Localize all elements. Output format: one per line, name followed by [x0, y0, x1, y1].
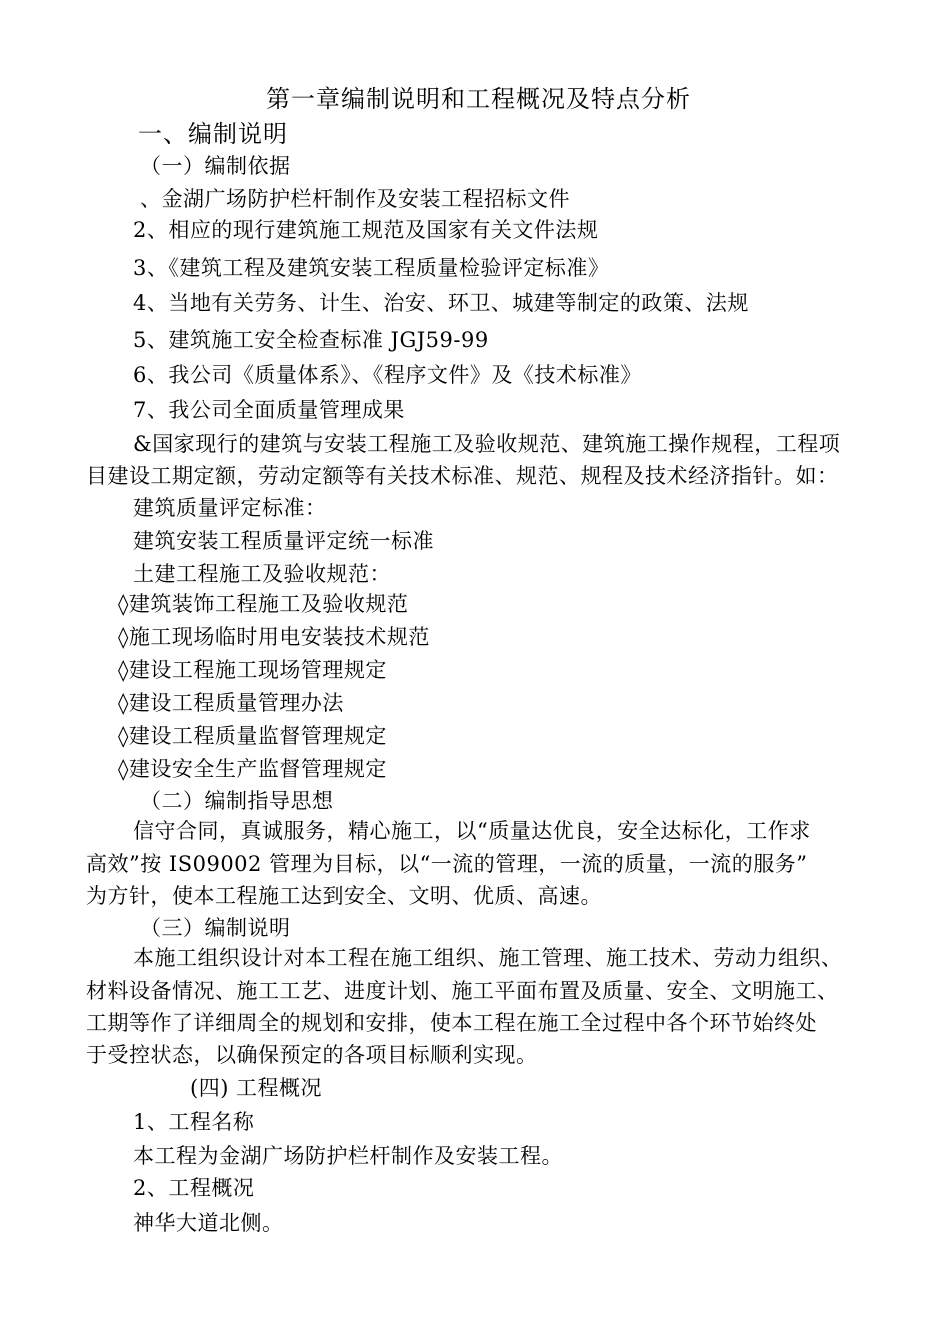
standard-item: 土建工程施工及验收规范： [133, 562, 391, 586]
regulation-item: ◊建设工程质量监督管理规定 [118, 724, 387, 748]
paragraph-line: 材料设备情况、施工工艺、进度计划、施工平面布置及质量、安全、文明施工、 [86, 979, 839, 1003]
regulation-item: ◊建设工程施工现场管理规定 [118, 658, 387, 682]
regulation-item: ◊施工现场临时用电安装技术规范 [118, 625, 430, 649]
subsection-heading: (四) 工程概况 [190, 1076, 323, 1100]
basis-item: 6、我公司《质量体系》、《程序文件》及《技术标准》 [133, 363, 642, 387]
basis-item: 4、当地有关劳务、计生、治安、环卫、城建等制定的政策、法规 [133, 291, 749, 315]
overview-line: 2、工程概况 [133, 1176, 255, 1200]
paragraph-line: 高效”按 IS09002 管理为目标，以“一流的管理，一流的质量，一流的服务” [86, 852, 808, 876]
regulation-item: ◊建设安全生产监督管理规定 [118, 757, 387, 781]
standard-item: 建筑质量评定标准： [133, 496, 327, 520]
paragraph-line: &国家现行的建筑与安装工程施工及验收规范、建筑施工操作规程，工程项 [133, 432, 841, 456]
overview-line: 本工程为金湖广场防护栏杆制作及安装工程。 [133, 1144, 563, 1168]
basis-item: 7、我公司全面质量管理成果 [133, 398, 405, 422]
paragraph-line: 工期等作了详细周全的规划和安排，使本工程在施工全过程中各个环节始终处 [86, 1011, 817, 1035]
subsection-heading: （二）编制指导思想 [140, 789, 334, 813]
paragraph-line: 于受控状态，以确保预定的各项目标顺利实现。 [86, 1043, 538, 1067]
basis-item: 2、相应的现行建筑施工规范及国家有关文件法规 [133, 218, 599, 242]
paragraph-line: 信守合同，真诚服务，精心施工，以“质量达优良，安全达标化，工作求 [133, 819, 811, 843]
paragraph-line: 目建设工期定额，劳动定额等有关技术标准、规范、规程及技术经济指针。如： [86, 464, 839, 488]
overview-line: 1、工程名称 [133, 1110, 255, 1134]
paragraph-line: 本施工组织设计对本工程在施工组织、施工管理、施工技术、劳动力组织、 [133, 946, 843, 970]
basis-item: 、金湖广场防护栏杆制作及安装工程招标文件 [140, 187, 570, 211]
subsection-heading: （一）编制依据 [140, 154, 291, 178]
overview-line: 神华大道北侧。 [133, 1211, 284, 1235]
basis-item: 5、建筑施工安全检查标准 JGJ59-99 [133, 328, 489, 352]
section-heading: 一、编制说明 [138, 120, 288, 148]
regulation-item: ◊建设工程质量管理办法 [118, 691, 344, 715]
subsection-heading: （三）编制说明 [140, 916, 291, 940]
chapter-title: 第一章编制说明和工程概况及特点分析 [266, 85, 691, 113]
paragraph-line: 为方针，使本工程施工达到安全、文明、优质、高速。 [86, 884, 602, 908]
basis-item: 3、《建筑工程及建筑安装工程质量检验评定标准》 [133, 256, 610, 280]
regulation-item: ◊建筑装饰工程施工及验收规范 [118, 592, 409, 616]
standard-item: 建筑安装工程质量评定统一标准 [133, 529, 434, 553]
